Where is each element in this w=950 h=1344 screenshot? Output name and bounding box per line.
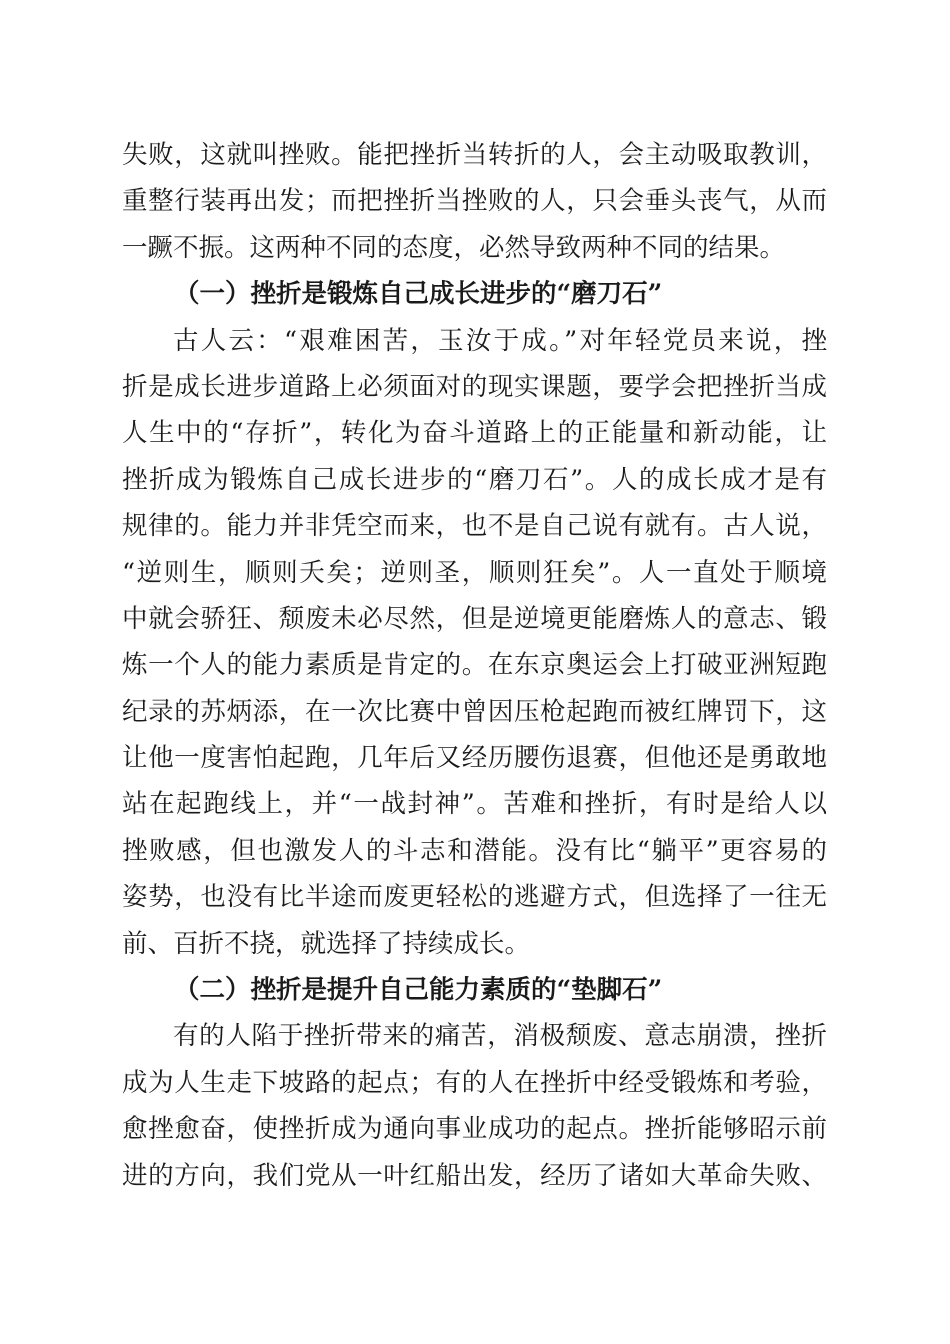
text-line: 愈挫愈奋，使挫折成为通向事业成功的起点。挫折能够昭示前 xyxy=(122,1114,827,1145)
text-line: “逆则生，顺则夭矣；逆则圣，顺则狂矣”。人一直处于顺境 xyxy=(122,557,827,588)
text-line: 中就会骄狂、颓废未必尽然，但是逆境更能磨炼人的意志、锻 xyxy=(122,603,827,634)
text-line: 折是成长进步道路上必须面对的现实课题，要学会把挫折当成 xyxy=(122,371,827,402)
text-line: 姿势，也没有比半途而废更轻松的逃避方式，但选择了一往无 xyxy=(122,882,827,913)
text-line: 炼一个人的能力素质是肯定的。在东京奥运会上打破亚洲短跑 xyxy=(122,650,827,681)
body-text xyxy=(122,132,827,1199)
text-line: 站在起跑线上，并“一战封神”。苦难和挫折，有时是给人以 xyxy=(122,789,827,820)
text-line: 进的方向，我们党从一叶红船出发，经历了诸如大革命失败、 xyxy=(122,1160,827,1191)
text-line: 人生中的“存折”，转化为奋斗道路上的正能量和新动能，让 xyxy=(122,418,827,449)
text-line: 失败，这就叫挫败。能把挫折当转折的人，会主动吸取教训， xyxy=(122,140,827,170)
text-line: 重整行装再出发；而把挫折当挫败的人，只会垂头丧气，从而 xyxy=(122,186,827,217)
text-line: 挫败感，但也激发人的斗志和潜能。没有比“躺平”更容易的 xyxy=(122,835,827,866)
text-line: 规律的。能力并非凭空而来，也不是自己说有就有。古人说， xyxy=(122,511,827,542)
text-line: 前、百折不挠，就选择了持续成长。 xyxy=(122,928,531,959)
text-line: 纪录的苏炳添，在一次比赛中曾因压枪起跑而被红牌罚下，这 xyxy=(122,696,827,727)
text-line: 挫折成为锻炼自己成长进步的“磨刀石”。人的成长成才是有 xyxy=(122,464,827,495)
text-line: 成为人生走下坡路的起点；有的人在挫折中经受锻炼和考验， xyxy=(122,1067,827,1098)
text-line: 让他一度害怕起跑，几年后又经历腰伤退赛，但他还是勇敢地 xyxy=(122,743,827,774)
section-heading-1: （一）挫折是锻炼自己成长进步的“磨刀石” xyxy=(174,279,663,310)
text-line: 有的人陷于挫折带来的痛苦，消极颓废、意志崩溃，挫折 xyxy=(173,1021,827,1052)
section-heading-2: （二）挫折是提升自己能力素质的“垫脚石” xyxy=(174,975,663,1006)
text-line: 一蹶不振。这两种不同的态度，必然导致两种不同的结果。 xyxy=(122,232,786,263)
text-line: 古人云：“艰难困苦，玉汝于成。”对年轻党员来说，挫 xyxy=(173,325,827,356)
